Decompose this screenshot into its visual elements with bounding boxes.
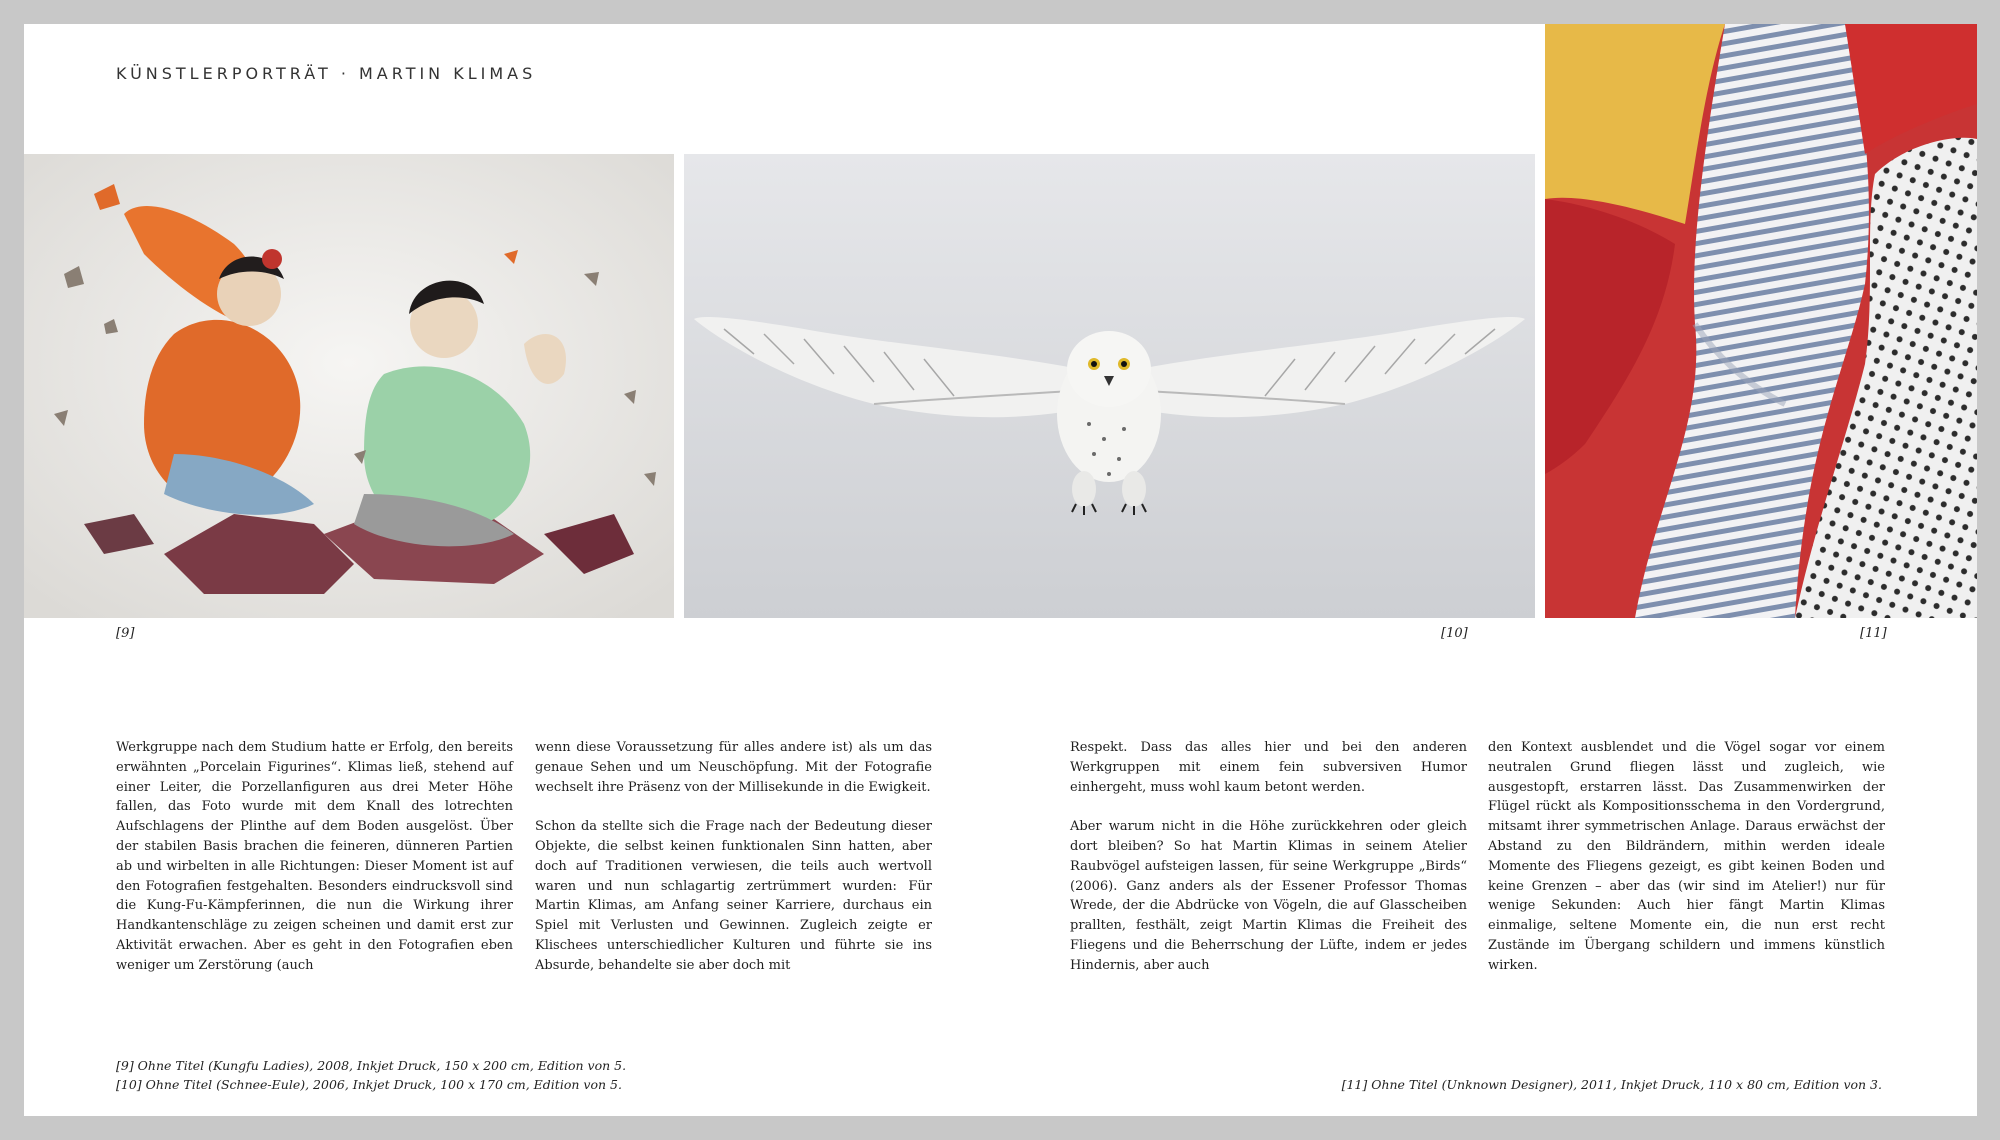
- fabric-illustration: [1545, 24, 1977, 618]
- photo-unknown-designer: [1545, 24, 1977, 618]
- figure-number-11: [11]: [1860, 626, 1887, 641]
- body-paragraph: Werkgruppe nach dem Studium hatte er Erfolg, den bereits erwähnten „Porcelain Figurines“. Klimas ließ, stehend auf einer Leiter, die Porzellanfiguren aus drei Meter Höhe fallen, das Foto wurde mit dem Knall des lotrechten Aufschlagens der Plinthe auf dem Boden ausgelöst. Über der stabilen Basis brachen die feineren, dünneren Partien ab und wirbelten in alle Richtungen: Dieser Moment ist auf den Fotografien festgehalten. Besonders eindrucksvoll sind die Kung-Fu-Kämpferinnen, die nun die Wirkung ihrer Handkantenschläge zu zeigen scheinen und damit erst zur Aktivität erwachen. Aber es geht in den Fotografien eben weniger um Zerstörung (auch: [116, 740, 513, 973]
- section-kicker: KÜNSTLERPORTRÄT · MARTIN KLIMAS: [116, 64, 537, 83]
- body-column-2: [535, 738, 932, 995]
- footnote-11: [11] Ohne Titel (Unknown Designer), 2011, Inkjet Druck, 110 x 80 cm, Edition von 3.: [1341, 1077, 1882, 1092]
- kungfu-ladies-illustration: [24, 154, 674, 618]
- body-column-3: [1070, 738, 1467, 995]
- figure-number-10: [10]: [1441, 626, 1468, 641]
- body-paragraph: Schon da stellte sich die Frage nach der Bedeutung dieser Objekte, die selbst keinen funktionalen Sinn hatten, aber doch auf Traditionen verwiesen, die teils auch wertvoll waren und nun schlagartig zertrümmert wurden: Für Martin Klimas, am Anfang seiner Karriere, durchaus ein Spiel mit Verlusten und Gewinnen. Zugleich zeigte er Klischees unterschiedlicher Kulturen und führte sie ins Absurde, behandelte sie aber doch mit: [535, 819, 932, 973]
- body-paragraph: wenn diese Voraussetzung für alles andere ist) als um das genaue Sehen und um Neuschöpfung. Mit der Fotografie wechselt ihre Präsenz von der Millisekunde in die Ewigkeit.: [535, 740, 932, 795]
- footnote-9: [9] Ohne Titel (Kungfu Ladies), 2008, Inkjet Druck, 150 x 200 cm, Edition von 5.: [116, 1058, 627, 1073]
- footnotes-left: [116, 1056, 626, 1094]
- photo-kungfu-ladies: [24, 154, 674, 618]
- figure-number-9: [9]: [116, 626, 135, 641]
- body-paragraph: Aber warum nicht in die Höhe zurückkehren oder gleich dort bleiben? So hat Martin Klimas in seinem Atelier Raubvögel aufsteigen lassen, für seine Werkgruppe „Birds“ (2006). Ganz anders als der Essener Professor Thomas Wrede, der die Abdrücke von Vögeln, die auf Glasscheiben prallten, festhält, zeigt Martin Klimas die Freiheit des Fliegens und die Beherrschung der Lüfte, indem er jedes Hindernis, aber auch: [1070, 819, 1467, 973]
- body-column-4: [1488, 738, 1885, 995]
- body-paragraph: Respekt. Dass das alles hier und bei den anderen Werkgruppen mit einem fein subversiven Humor einhergeht, muss wohl kaum betont werden.: [1070, 740, 1467, 795]
- footnotes-right: [1342, 1075, 1882, 1094]
- footnote-10: [10] Ohne Titel (Schnee-Eule), 2006, Inkjet Druck, 100 x 170 cm, Edition von 5.: [116, 1077, 622, 1092]
- body-column-1: [116, 738, 513, 995]
- snowy-owl-illustration: [684, 154, 1535, 618]
- photo-snowy-owl: [684, 154, 1535, 618]
- body-paragraph: den Kontext ausblendet und die Vögel sogar vor einem neutralen Grund fliegen lässt und zugleich, wie ausgestopft, erstarren lässt. Das Zusammenwirken der Flügel rückt als Kompositionsschema in den Vordergrund, mitsamt ihrer symmetrischen Anlage. Daraus erwächst der Abstand zu den Bildrändern, mithin werden ideale Momente des Fliegens gezeigt, es gibt keinen Boden und keine Grenzen – aber das (wir sind im Atelier!) nur für wenige Sekunden: Auch hier fängt Martin Klimas einmalige, seltene Momente ein, die nun erst recht Zustände im Übergang schildern und immens künstlich wirken.: [1488, 740, 1885, 973]
